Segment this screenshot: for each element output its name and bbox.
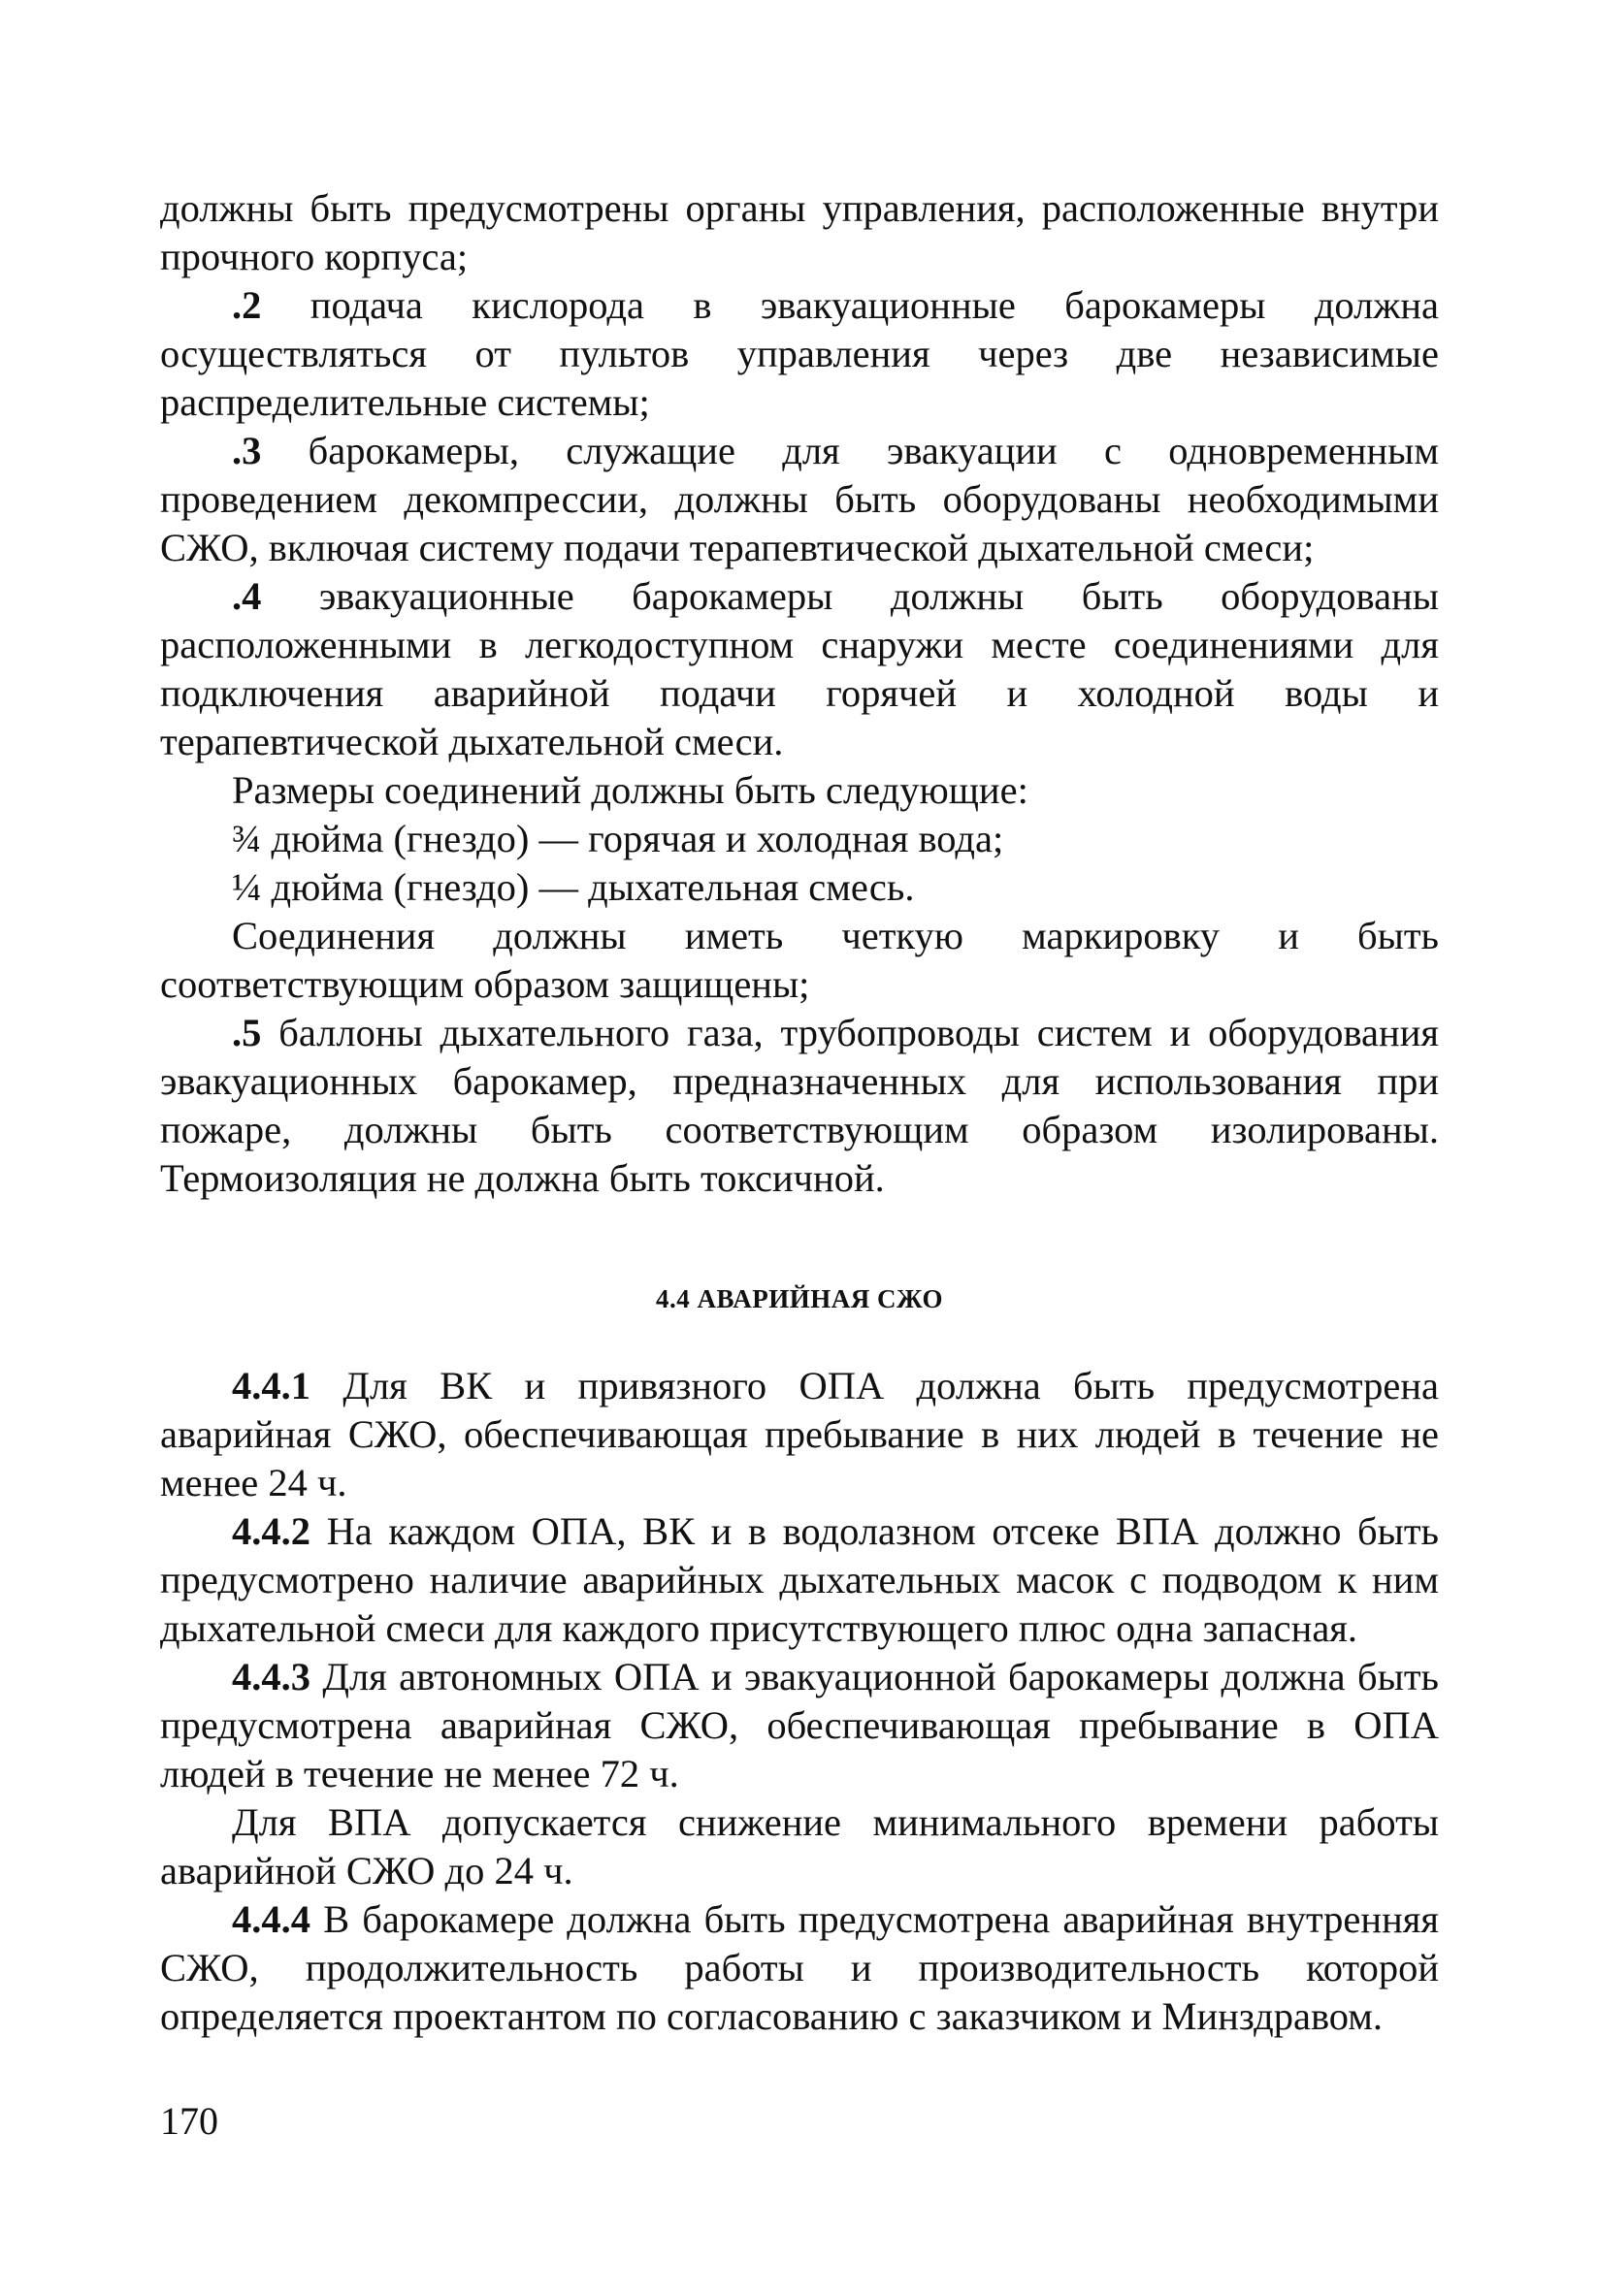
paragraph-text: Для автономных ОПА и эвакуационной барокамеры должна быть предусмотрена аварийная СЖО, обеспечивающая пребывание в ОПА людей в течение не менее 72 ч. (160, 1655, 1439, 1795)
paragraph-text: Соединения должны иметь четкую маркировку и быть соответствующим образом защищены; (160, 914, 1439, 1006)
paragraph-item-5 (160, 1009, 1439, 1203)
clause-number: 4.4.2 (232, 1509, 310, 1553)
page-number: 170 (160, 2099, 218, 2143)
paragraph-text: Для ВПА допускается снижение минимального времени работы аварийной СЖО до 24 ч. (160, 1800, 1439, 1892)
paragraph-text: Размеры соединений должны быть следующие: (232, 768, 1028, 812)
paragraph-item-2 (160, 281, 1439, 427)
paragraph-sizes-intro (160, 766, 1439, 815)
item-number: .2 (232, 283, 262, 327)
paragraph-text: На каждом ОПА, ВК и в водолазном отсеке ВПА должно быть предусмотрено наличие аварийных дыхательных масок с подводом к ним дыхательной смеси для каждого присутствующего плюс одна запасная. (160, 1509, 1439, 1650)
item-number: .4 (232, 574, 262, 618)
paragraph-text: должны быть предусмотрены органы управления, расположенные внутри прочного корпуса; (160, 186, 1439, 278)
paragraph-size-hot-cold-water (160, 815, 1439, 863)
paragraph-text: ¾ дюйма (гнездо) — горячая и холодная вода; (232, 817, 1004, 860)
item-number: .5 (232, 1011, 262, 1054)
paragraph-item-4 (160, 572, 1439, 766)
paragraph-text: ¼ дюйма (гнездо) — дыхательная смесь. (232, 865, 915, 909)
document-page (160, 184, 1439, 2041)
clause-number: 4.4.3 (232, 1655, 310, 1698)
paragraph-continuation (160, 184, 1439, 281)
paragraph-connections-marking (160, 912, 1439, 1009)
paragraph-clause-4-4-3 (160, 1653, 1439, 1798)
paragraph-vpa-note (160, 1798, 1439, 1895)
paragraph-text: подача кислорода в эвакуационные барокамеры должна осуществляться от пультов управления через две независимые распределительные системы; (160, 283, 1439, 424)
paragraph-clause-4-4-1 (160, 1362, 1439, 1507)
paragraph-clause-4-4-4 (160, 1895, 1439, 2041)
clause-number: 4.4.4 (232, 1897, 310, 1941)
section-heading: 4.4 АВАРИЙНАЯ СЖО (655, 1284, 944, 1313)
spacer (160, 1203, 1439, 1282)
clause-number: 4.4.1 (232, 1364, 310, 1407)
paragraph-text: баллоны дыхательного газа, трубопроводы систем и оборудования эвакуационных барокамер, предназначенных для использования при пожаре, должны быть соответствующим образом изолированы. Термоизоляция не должна быть токсичной. (160, 1011, 1439, 1200)
paragraph-item-3 (160, 427, 1439, 572)
paragraph-text: В барокамере должна быть предусмотрена аварийная внутренняя СЖО, продолжительность работы и производительность которой определяется проектантом по согласованию с заказчиком и Минздравом. (160, 1897, 1439, 2038)
paragraph-size-breathing-mix (160, 863, 1439, 912)
spacer (160, 1315, 1439, 1362)
item-number: .3 (232, 429, 262, 472)
paragraph-text: Для ВК и привязного ОПА должна быть предусмотрена аварийная СЖО, обеспечивающая пребывание в них людей в течение не менее 24 ч. (160, 1364, 1439, 1504)
paragraph-clause-4-4-2 (160, 1507, 1439, 1653)
paragraph-text: эвакуационные барокамеры должны быть оборудованы расположенными в легкодоступном снаружи месте соединениями для подключения аварийной подачи горячей и холодной воды и терапевтической дыхательной смеси. (160, 574, 1439, 763)
paragraph-text: барокамеры, служащие для эвакуации с одновременным проведением декомпрессии, должны быть оборудованы необходимыми СЖО, включая систему подачи терапевтической дыхательной смеси; (160, 429, 1439, 569)
